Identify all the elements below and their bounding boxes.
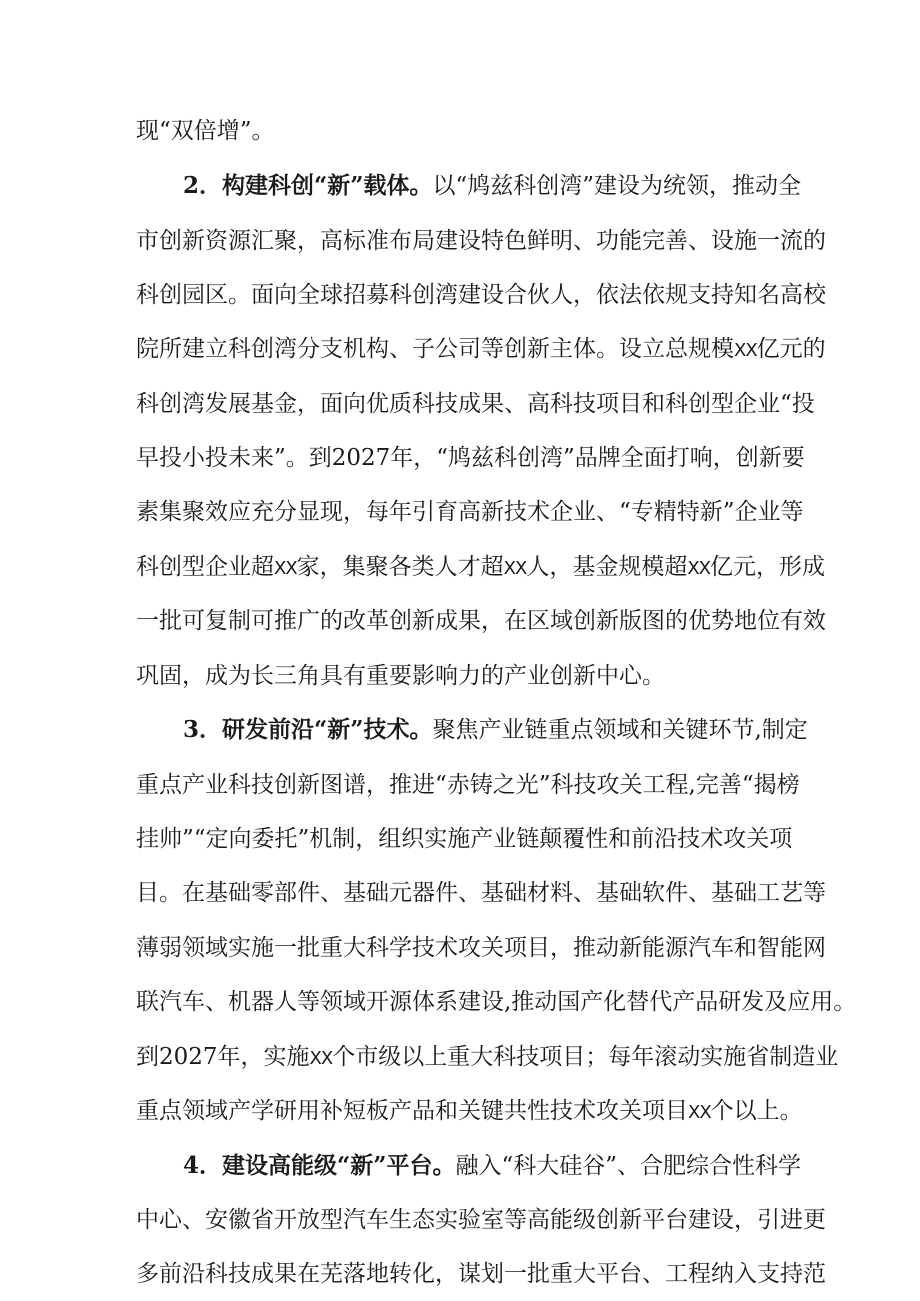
text-segment: 中心、安徽省开放型汽车生态实验室等高能级创新平台建设，引进更: [136, 1207, 826, 1233]
text-line: [136, 221, 920, 261]
text-line: [136, 601, 920, 641]
text-line: [136, 1200, 920, 1240]
text-segment: 市创新资源汇聚，高标准布局建设特色鲜明、功能完善、设施一流的: [136, 228, 826, 254]
text-segment: 挂帅”“定向委托”机制，组织实施产业链颠覆性和前沿技术攻关项: [136, 826, 793, 852]
text-line: [136, 765, 920, 805]
text-segment: 融入“科大硅谷”、合肥综合性科学: [455, 1153, 802, 1179]
section-title: 研发前沿“新”技术。: [222, 716, 433, 743]
section-title: 构建科创“新”载体。: [222, 172, 433, 199]
text-segment: 联汽车、机器人等领域开源体系建设,推动国产化替代产品研发及应用。: [136, 989, 857, 1015]
section-number: 4．: [183, 1152, 223, 1179]
section-title: 建设高能级“新”平台。: [222, 1152, 456, 1179]
text-segment: 聚焦产业链重点领域和关键环节,制定: [432, 717, 808, 743]
placeholder-xx: XX: [274, 558, 297, 579]
text-line: [136, 111, 920, 151]
text-segment: 素集聚效应充分显现，每年引育高新技术企业、“专精特新”企业等: [136, 499, 804, 525]
text-line: [136, 928, 920, 968]
text-segment: 现“双倍增”。: [136, 118, 275, 144]
text-line: [136, 492, 920, 532]
text-line: [136, 1254, 920, 1294]
text-line: [136, 873, 920, 913]
text-segment: 重点产业科技创新图谱，推进“赤铸之光”科技攻关工程,完善“揭榜: [136, 772, 800, 798]
text-segment: 一批可复制可推广的改革创新成果，在区域创新版图的优势地位有效: [136, 608, 826, 634]
placeholder-xx: XX: [688, 1102, 711, 1123]
text-segment: 目。在基础零部件、基础元器件、基础材料、基础软件、基础工艺等: [136, 880, 826, 906]
text-segment: 个市级以上重大科技项目；每年滚动实施省制造业: [332, 1044, 839, 1070]
text-segment: 亿元的: [756, 336, 826, 362]
text-segment: 到2027年，实施: [136, 1044, 310, 1070]
section-number: 2．: [183, 172, 223, 199]
text-segment: 亿元，形成: [710, 554, 826, 580]
placeholder-xx: XX: [309, 1048, 333, 1069]
text-segment: 个以上。: [710, 1098, 803, 1124]
section-heading-line: [183, 166, 920, 206]
text-segment: 科创湾发展基金，面向优质科技成果、高科技项目和科创型企业“投: [136, 391, 815, 417]
text-line: [136, 982, 920, 1022]
text-line: [136, 656, 920, 696]
text-segment: 人，基金规模超: [526, 554, 688, 580]
text-line: [136, 329, 920, 369]
text-line: [136, 819, 920, 859]
text-segment: 科创型企业超: [136, 554, 274, 580]
text-segment: 薄弱领域实施一批重大科学技术攻关项目，推动新能源汽车和智能网: [136, 935, 826, 961]
text-line: [136, 438, 920, 478]
text-line: [136, 275, 920, 315]
text-segment: 多前沿科技成果在芜落地转化，谋划一批重大平台、工程纳入支持范: [136, 1261, 826, 1287]
placeholder-xx: XX: [687, 558, 711, 579]
text-segment: 重点领域产学研用补短板产品和关键共性技术攻关项目: [136, 1098, 688, 1124]
text-segment: 家，集聚各类人才超: [296, 554, 504, 580]
placeholder-xx: XX: [503, 558, 527, 579]
text-line: [136, 547, 920, 587]
text-segment: 院所建立科创湾分支机构、子公司等创新主体。设立总规模: [136, 336, 734, 362]
text-line: [136, 1037, 920, 1077]
section-number: 3．: [183, 716, 223, 743]
section-heading-line: [183, 1146, 920, 1186]
text-line: [136, 384, 920, 424]
text-line: [136, 1091, 920, 1131]
text-segment: 科创园区。面向全球招募科创湾建设合伙人，依法依规支持知名高校: [136, 282, 826, 308]
text-segment: 巩固，成为长三角具有重要影响力的产业创新中心。: [136, 663, 665, 689]
section-heading-line: [183, 710, 920, 750]
text-segment: 早投小投未来”。到2027年，“鸠兹科创湾”品牌全面打响，创新要: [136, 445, 805, 471]
placeholder-xx: XX: [734, 340, 757, 361]
text-segment: 以“鸠兹科创湾”建设为统领，推动全: [432, 173, 802, 199]
